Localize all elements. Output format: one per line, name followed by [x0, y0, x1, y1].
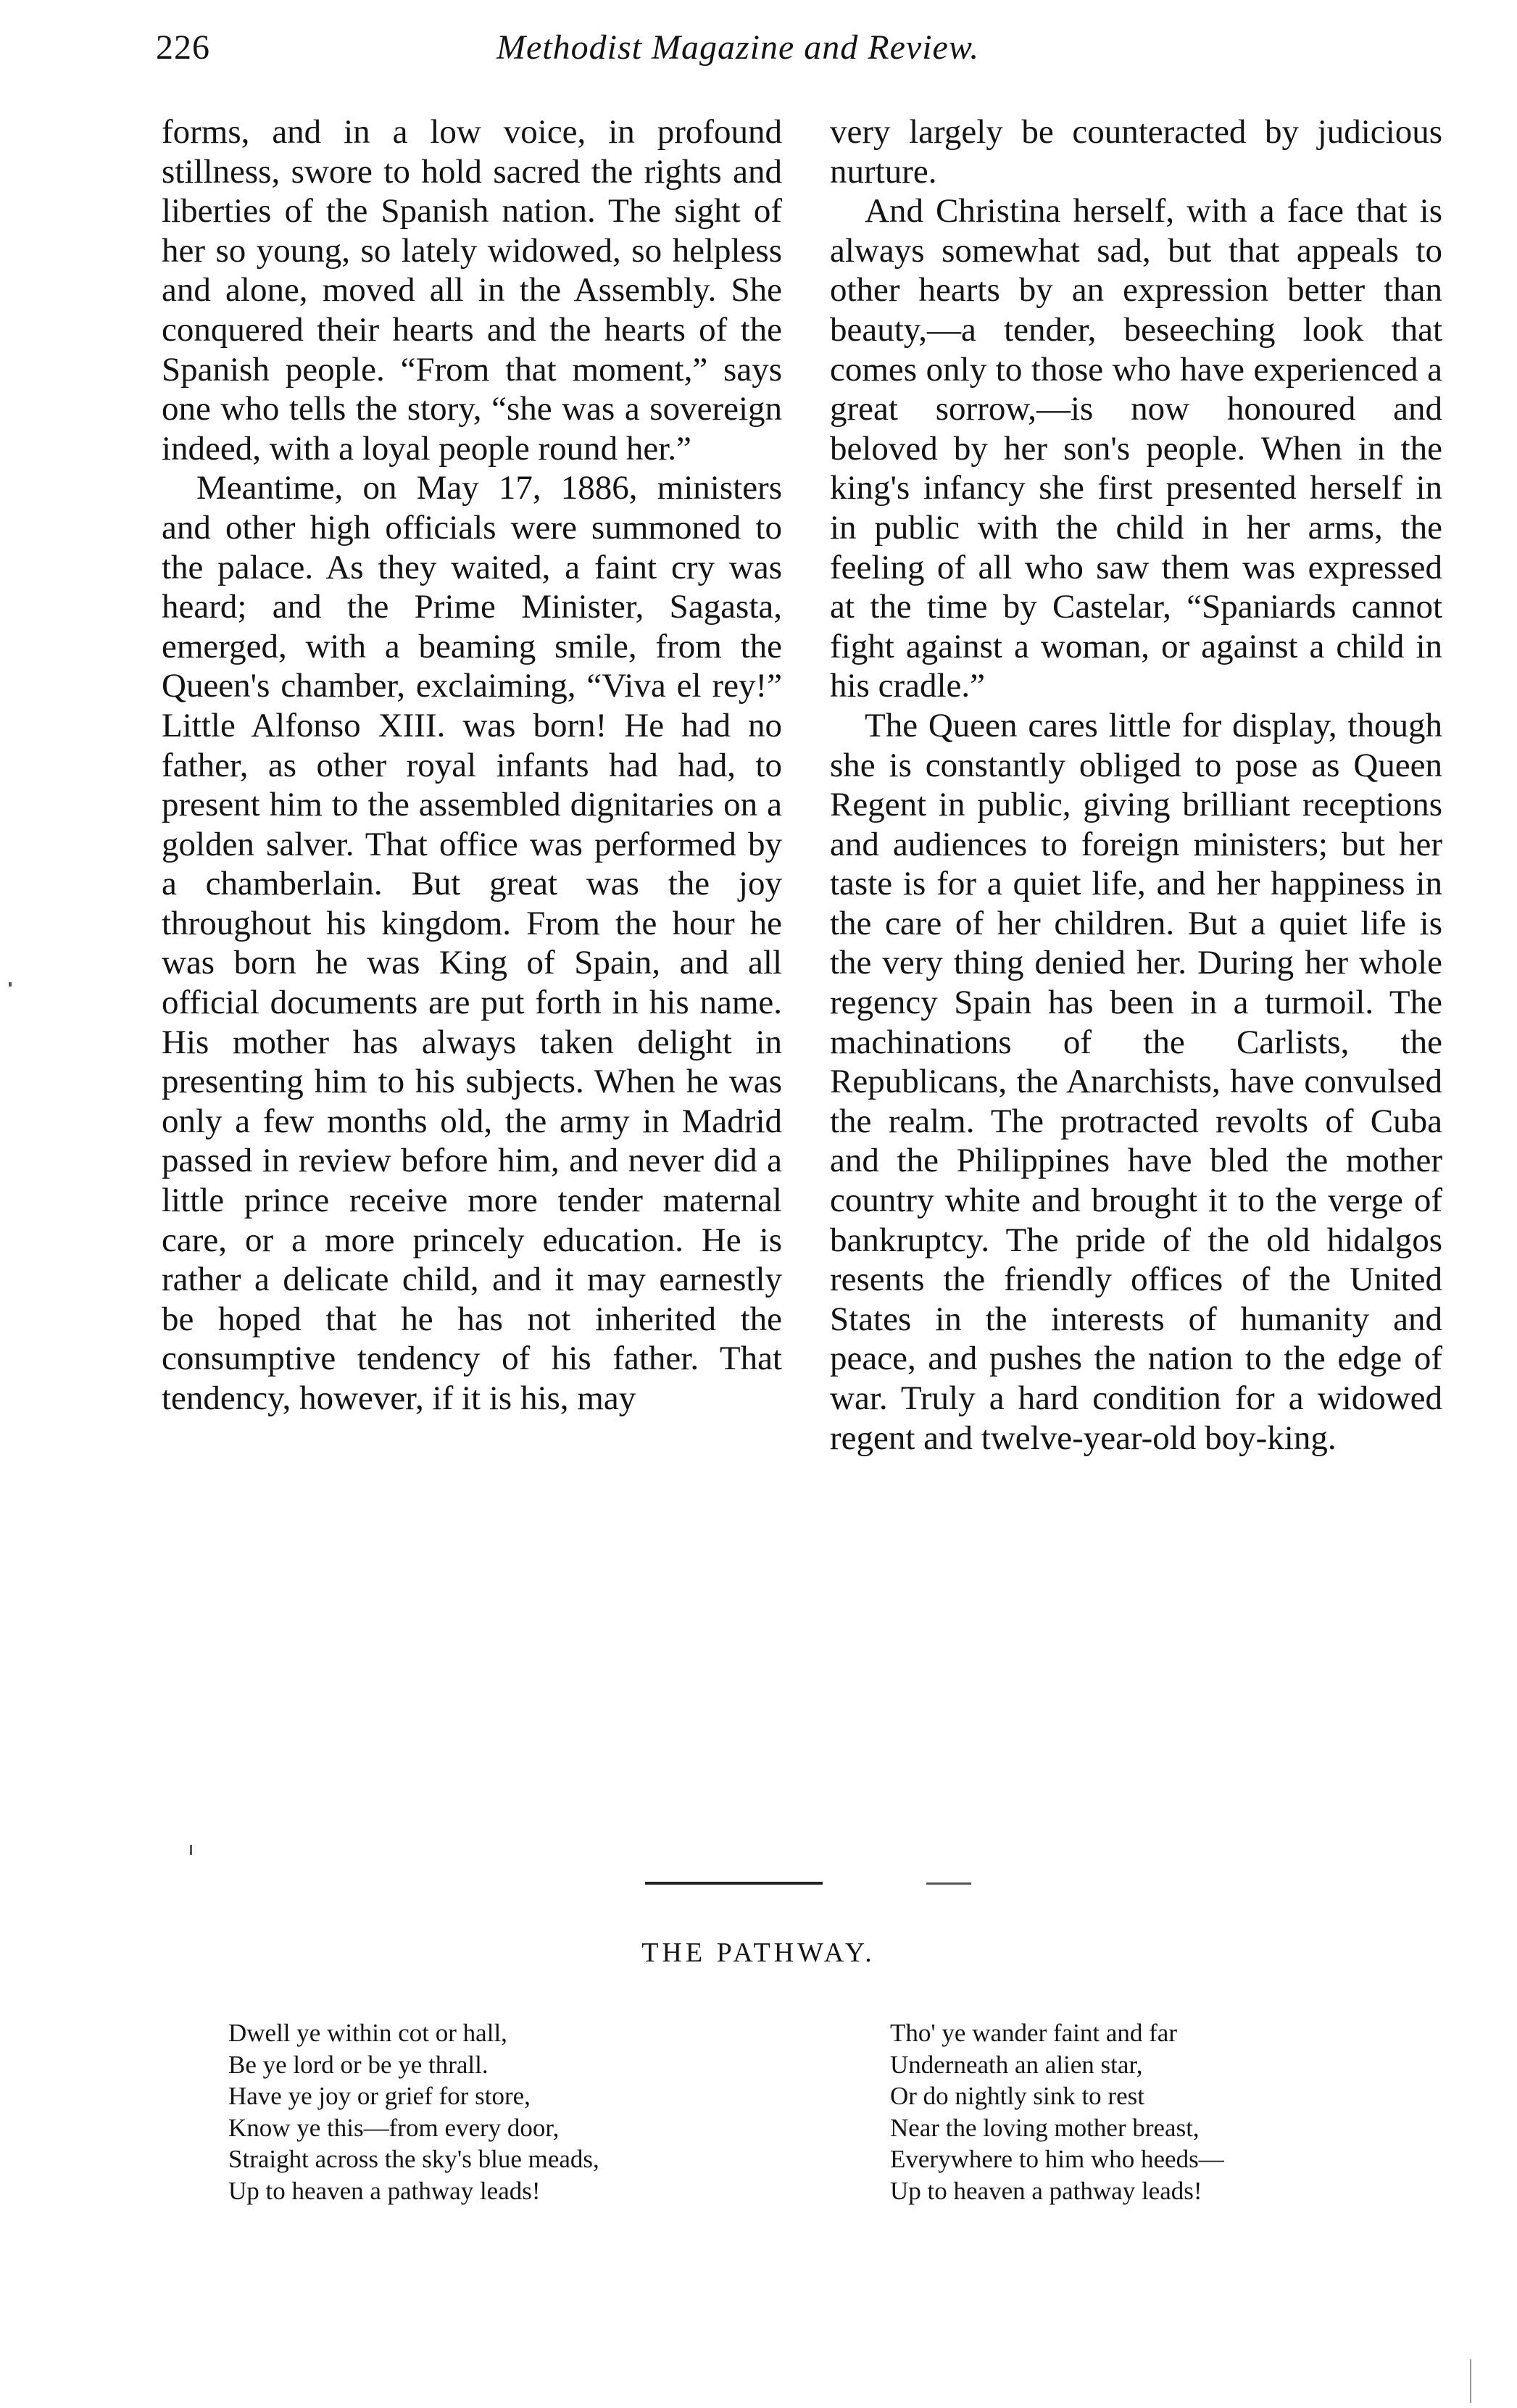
- poem-title: THE PATHWAY.: [641, 1938, 876, 1968]
- scan-speck: [190, 1845, 192, 1855]
- left-column: [162, 112, 782, 1419]
- verse-line: Straight across the sky's blue meads,: [228, 2145, 599, 2173]
- paragraph: Meantime, on May 17, 1886, ministers and other high officials were summoned to the palace. As they waited, a faint cry was heard; and the Prime Minister, Sagasta, emerged, with a beaming smile, from the Queen's chamber, exclaiming, “Viva el rey!” Little Alfonso XIII. was born! He had no father, as other royal infants had had, to present him to the assembled dignitaries on a golden salver. That office was performed by a chamberlain. But great was the joy throughout his kingdom. From the hour he was born he was King of Spain, and all official documents are put forth in his name. His mother has always taken delight in presenting him to his subjects. When he was only a few months old, the army in Madrid passed in review before him, and never did a little prince receive more tender maternal care, or a more princely education. He is rather a delicate child, and it may earnestly be hoped that he has not inherited the consumptive tendency of his father. That tendency, however, if it is his, may: [162, 469, 782, 1417]
- verse-line: Up to heaven a pathway leads!: [890, 2176, 1202, 2205]
- verse-line: Have ye joy or grief for store,: [228, 2082, 531, 2110]
- verse-line: Know ye this—from every door,: [228, 2113, 560, 2142]
- verse-line: Tho' ye wander faint and far: [890, 2019, 1177, 2047]
- section-divider-dash: [926, 1882, 971, 1885]
- paragraph: The Queen cares little for display, though she is constantly obliged to pose as Queen Regent in public, giving brilliant receptions and audiences to foreign ministers; but her taste is for a quiet life, and her happiness in the care of her children. But a quiet life is the very thing denied her. During her whole regency Spain has been in a turmoil. The machinations of the Carlists, the Republicans, the Anarchists, have convulsed the realm. The protracted revolts of Cuba and the Philippines have bled the mother country white and brought it to the verge of bankruptcy. The pride of the old hidalgos resents the friendly offices of the United States in the interests of humanity and peace, and pushes the nation to the edge of war. Truly a hard condition for a widowed regent and twelve-year-old boy-king.: [830, 706, 1442, 1457]
- page-header: [156, 20, 1442, 71]
- verse-line: Or do nightly sink to rest: [890, 2082, 1144, 2110]
- paragraph: forms, and in a low voice, in profound stillness, swore to hold sacred the rights and liberties of the Spanish nation. The sight of her so young, so lately widowed, so helpless and alone, moved all in the Assembly. She conquered their hearts and the hearts of the Spanish people. “From that moment,” says one who tells the story, “she was a sovereign indeed, with a loyal people round her.”: [162, 113, 782, 468]
- verse-line: Everywhere to him who heeds—: [890, 2145, 1224, 2173]
- margin-rule: [1470, 2359, 1471, 2403]
- verse-line: Dwell ye within cot or hall,: [228, 2019, 507, 2047]
- verse-line: Be ye lord or be ye thrall.: [228, 2050, 489, 2079]
- poem-stanza-left: [228, 2017, 808, 2206]
- paragraph: very largely be counteracted by judicious nurture.: [830, 113, 1442, 191]
- paragraph: And Christina herself, with a face that is always somewhat sad, but that appeals to other hearts by an expression better than beauty,—a tender, beseeching look that comes only to those who have experienced a great sorrow,—is now honoured and beloved by her son's people. When in the king's infancy she first presented herself in in public with the child in her arms, the feeling of all who saw them was expressed at the time by Castelar, “Spaniards cannot fight against a woman, or against a child in his cradle.”: [830, 192, 1442, 705]
- verse-line: Up to heaven a pathway leads!: [228, 2176, 541, 2205]
- running-title: Methodist Magazine and Review.: [496, 28, 980, 67]
- verse-line: Underneath an alien star,: [890, 2050, 1143, 2079]
- page-number: 226: [156, 28, 210, 67]
- right-column: [830, 112, 1442, 1458]
- verse-line: Near the loving mother breast,: [890, 2113, 1200, 2142]
- scan-speck: [9, 982, 12, 987]
- section-divider: [645, 1882, 823, 1885]
- poem-stanza-right: [890, 2017, 1441, 2206]
